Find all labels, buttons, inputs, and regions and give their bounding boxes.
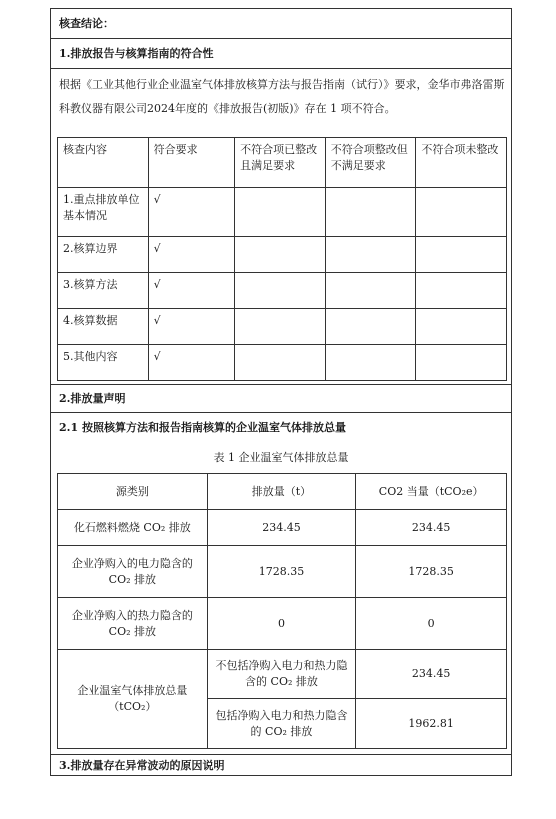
empty-cell bbox=[416, 237, 507, 273]
table-row bbox=[58, 237, 507, 273]
compliance-table bbox=[57, 137, 507, 381]
compliance-header-cell: 不符合项已整改且满足要求 bbox=[235, 138, 326, 188]
compliance-header-cell: 核查内容 bbox=[58, 138, 149, 188]
total-incl-value: 1962.81 bbox=[356, 699, 507, 749]
emission-cell: 234.45 bbox=[207, 510, 356, 546]
table-row bbox=[58, 188, 507, 237]
section-conclusion bbox=[51, 9, 511, 39]
emission-header-cell: 排放量（t） bbox=[207, 474, 356, 510]
empty-cell bbox=[325, 237, 416, 273]
empty-cell bbox=[235, 237, 326, 273]
table-row bbox=[58, 273, 507, 309]
empty-cell bbox=[325, 188, 416, 237]
empty-cell bbox=[235, 273, 326, 309]
emission-header-row bbox=[58, 474, 507, 510]
section-2-body bbox=[51, 413, 511, 755]
total-excl-label: 不包括净购入电力和热力隐含的 CO₂ 排放 bbox=[207, 650, 356, 699]
source-cell: 企业净购入的热力隐含的 CO₂ 排放 bbox=[58, 598, 208, 650]
empty-cell bbox=[416, 309, 507, 345]
check-item: 1.重点排放单位基本情况 bbox=[58, 188, 149, 237]
compliance-header-cell: 不符合项未整改 bbox=[416, 138, 507, 188]
total-label-cell: 企业温室气体排放总量（tCO₂） bbox=[58, 650, 208, 749]
empty-cell bbox=[416, 273, 507, 309]
emission-table bbox=[57, 473, 507, 749]
compliance-header-row bbox=[58, 138, 507, 188]
table-row bbox=[58, 309, 507, 345]
section-1-paragraph: 根据《工业其他行业企业温室气体排放核算方法与报告指南（试行）》要求，金华市弗洛雷斯科教仪器有限公司2024年度的《排放报告(初版)》存在 1 项不符合。 bbox=[59, 78, 505, 115]
table-row bbox=[58, 345, 507, 381]
source-cell: 化石燃料燃烧 CO₂ 排放 bbox=[58, 510, 208, 546]
co2e-cell: 0 bbox=[356, 598, 507, 650]
empty-cell bbox=[235, 345, 326, 381]
compliance-header-cell: 符合要求 bbox=[148, 138, 235, 188]
total-incl-label: 包括净购入电力和热力隐含的 CO₂ 排放 bbox=[207, 699, 356, 749]
emission-cell: 0 bbox=[207, 598, 356, 650]
section-2-1-title: 2.1 按照核算方法和报告指南核算的企业温室气体排放总量 bbox=[59, 421, 346, 434]
co2e-cell: 234.45 bbox=[356, 510, 507, 546]
section-1-heading bbox=[51, 39, 511, 69]
section-1-title: 1.排放报告与核算指南的符合性 bbox=[59, 47, 214, 60]
check-item: 2.核算边界 bbox=[58, 237, 149, 273]
empty-cell bbox=[235, 309, 326, 345]
section-1-body bbox=[51, 69, 511, 385]
check-mark: √ bbox=[148, 188, 235, 237]
empty-cell bbox=[416, 188, 507, 237]
empty-cell bbox=[325, 309, 416, 345]
section-2-title: 2.排放量声明 bbox=[59, 392, 126, 405]
total-excl-value: 234.45 bbox=[356, 650, 507, 699]
empty-cell bbox=[325, 345, 416, 381]
empty-cell bbox=[416, 345, 507, 381]
check-item: 5.其他内容 bbox=[58, 345, 149, 381]
table-row bbox=[58, 546, 507, 598]
co2e-cell: 1728.35 bbox=[356, 546, 507, 598]
section-2-heading bbox=[51, 385, 511, 413]
check-mark: √ bbox=[148, 345, 235, 381]
table-row bbox=[58, 598, 507, 650]
check-mark: √ bbox=[148, 273, 235, 309]
check-item: 4.核算数据 bbox=[58, 309, 149, 345]
check-mark: √ bbox=[148, 237, 235, 273]
section-3-heading bbox=[51, 755, 511, 777]
table-caption: 表 1 企业温室气体排放总量 bbox=[213, 451, 349, 464]
source-cell: 企业净购入的电力隐含的 CO₂ 排放 bbox=[58, 546, 208, 598]
empty-cell bbox=[235, 188, 326, 237]
emission-cell: 1728.35 bbox=[207, 546, 356, 598]
table-row bbox=[58, 510, 507, 546]
report-frame bbox=[50, 8, 512, 776]
section-conclusion-label: 核查结论： bbox=[59, 17, 114, 30]
empty-cell bbox=[325, 273, 416, 309]
check-item: 3.核算方法 bbox=[58, 273, 149, 309]
table-row bbox=[58, 650, 507, 699]
emission-header-cell: CO2 当量（tCO₂e） bbox=[356, 474, 507, 510]
section-3-title: 3.排放量存在异常波动的原因说明 bbox=[59, 759, 225, 772]
emission-header-cell: 源类别 bbox=[58, 474, 208, 510]
compliance-header-cell: 不符合项整改但不满足要求 bbox=[325, 138, 416, 188]
check-mark: √ bbox=[148, 309, 235, 345]
